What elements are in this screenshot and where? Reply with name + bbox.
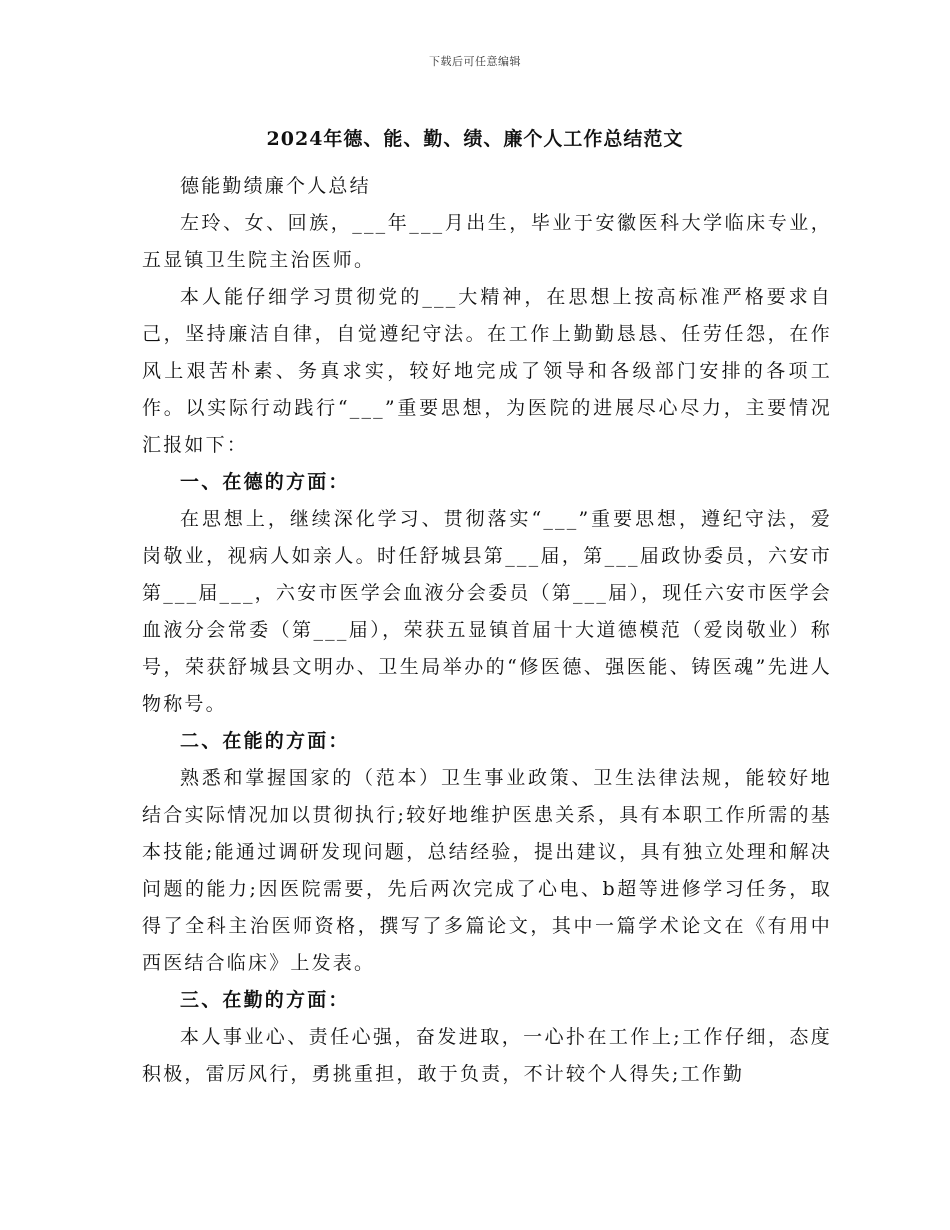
section-heading-de: 一、在德的方面： bbox=[180, 471, 350, 493]
page-header-note: 下载后可任意编辑 bbox=[429, 55, 521, 68]
paragraph-qin: 本人事业心、责任心强，奋发进取，一心扑在工作上;工作仔细，态度积极，雷厉风行，勇挑重担，敢于负责，不计较个人得失;工作勤 bbox=[142, 1026, 832, 1085]
document-body bbox=[142, 168, 832, 1093]
summary-subtitle: 德能勤绩廉个人总结 bbox=[180, 175, 371, 197]
paragraph-personal-info: 左玲、女、回族，___年___月出生，毕业于安徽医科大学临床专业，五显镇卫生院主治医师。 bbox=[142, 212, 832, 271]
section-heading-qin: 三、在勤的方面： bbox=[180, 989, 350, 1011]
document-title: 2024年德、能、勤、绩、廉个人工作总结范文 bbox=[266, 128, 684, 150]
paragraph-overview: 本人能仔细学习贯彻党的___大精神，在思想上按高标准严格要求自己，坚持廉洁自律，自觉遵纪守法。在工作上勤勤恳恳、任劳任怨，在作风上艰苦朴素、务真求实，较好地完成了领导和各级部门安排的各项工作。以实际行动践行“___”重要思想，为医院的进展尽心尽力，主要情况汇报如下： bbox=[142, 286, 832, 456]
paragraph-de: 在思想上，继续深化学习、贯彻落实“___”重要思想，遵纪守法，爱岗敬业，视病人如亲人。时任舒城县第___届，第___届政协委员，六安市第___届___，六安市医学会血液分会委员（第___届），现任六安市医学会血液分会常委（第___届），荣获五显镇首届十大道德模范（爱岗敬业）称号，荣获舒城县文明办、卫生局举办的“修医德、强医能、铸医魂”先进人物称号。 bbox=[142, 508, 832, 715]
paragraph-neng: 熟悉和掌握国家的（范本）卫生事业政策、卫生法律法规，能较好地结合实际情况加以贯彻执行;较好地维护医患关系，具有本职工作所需的基本技能;能通过调研发现问题，总结经验，提出建议，具有独立处理和解决问题的能力;因医院需要，先后两次完成了心电、b超等进修学习任务，取得了全科主治医师资格，撰写了多篇论文，其中一篇学术论文在《有用中西医结合临床》上发表。 bbox=[142, 767, 832, 974]
section-heading-neng: 二、在能的方面： bbox=[180, 730, 350, 752]
